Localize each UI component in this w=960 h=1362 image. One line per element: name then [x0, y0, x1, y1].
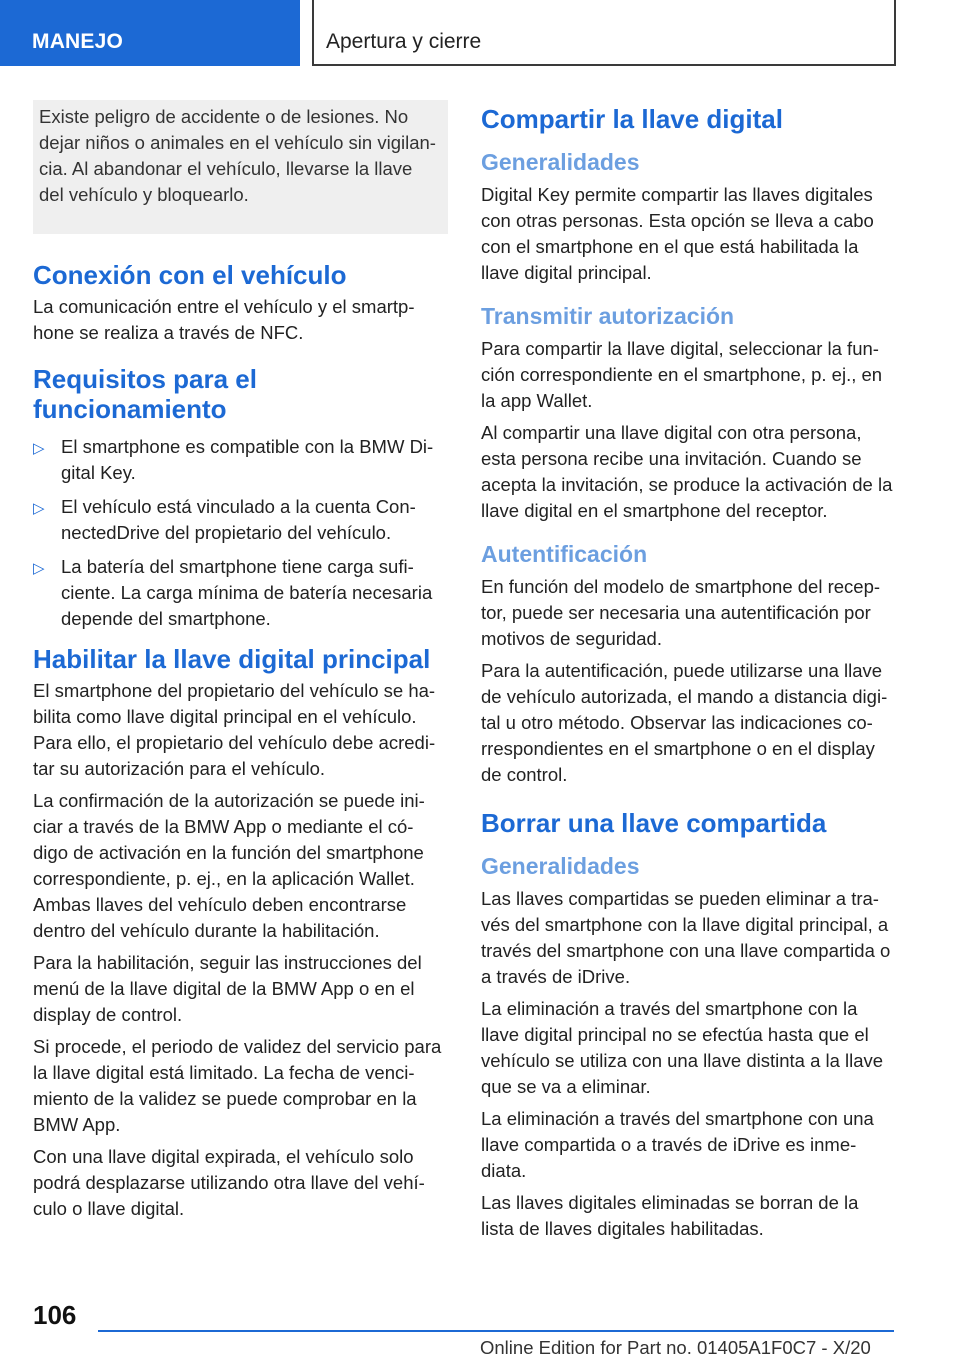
requisitos-list: [33, 434, 448, 632]
triangle-bullet-icon: ▷: [33, 500, 45, 517]
heading-generalidades: Generalidades: [481, 853, 640, 879]
heading-habilitar: Habilitar la llave digital principal: [33, 644, 431, 674]
paragraph: En función del modelo de smartphone del recep-tor, puede ser necesaria una autentificación por motivos de seguridad.: [481, 576, 881, 649]
heading-transmitir: Transmitir autorización: [481, 303, 735, 329]
footer-edition: Online Edition for Part no. 01405A1F0C7 - X/20: [480, 1337, 871, 1358]
topic-tab: Apertura y cierre: [312, 0, 896, 66]
triangle-bullet-icon: ▷: [33, 440, 45, 457]
paragraph: El smartphone del propietario del vehículo se ha-bilita como llave digital principal en el vehículo. Para ello, el propietario del vehículo debe acredi-tar su autorización para el vehículo.: [33, 680, 436, 779]
paragraph: Para la autentificación, puede utilizarse una llave de vehículo autorizada, el mando a distancia digi-tal u otro método. Observar las indicaciones co-rrespondientes en el smartphone o en el display de control.: [481, 660, 888, 785]
list-item: ▷ El smartphone es compatible con la BMW Di-gital Key.: [33, 436, 434, 483]
paragraph: Al compartir una llave digital con otra persona, esta persona recibe una invitación. Cuando se acepta la invitación, se produce la activación de la llave digital en el smartphone del receptor.: [481, 422, 893, 521]
paragraph: La confirmación de la autorización se puede ini-ciar a través de la BMW App o mediante el có-digo de activación en la función del smartphone correspondiente, p. ej., en la aplicación Wallet. Ambas llaves del vehículo deben encontrarse dentro del vehículo durante la habilitación.: [33, 790, 425, 941]
heading-conexion: Conexión con el vehículo: [33, 260, 347, 290]
page-header: [0, 0, 960, 66]
heading-compartir: Compartir la llave digital: [481, 104, 783, 134]
heading-autentificacion: Autentificación: [481, 541, 648, 567]
heading-borrar: Borrar una llave compartida: [481, 808, 827, 838]
paragraph: La eliminación a través del smartphone con la llave digital principal no se efectúa hasta que el vehículo se utiliza con una llave distinta a la llave que se va a eliminar.: [481, 998, 884, 1097]
warning-text: Existe peligro de accidente o de lesiones. No dejar niños o animales en el vehículo sin vigilan-cia. Al abandonar el vehículo, llevarse la llave del vehículo y bloquearlo.: [39, 106, 436, 205]
conexion-text: La comunicación entre el vehículo y el smartp-hone se realiza a través de NFC.: [33, 296, 415, 343]
paragraph: Para la habilitación, seguir las instrucciones del menú de la llave digital de la BMW App o en el display de control.: [33, 952, 422, 1025]
list-item: ▷ El vehículo está vinculado a la cuenta Con-nectedDrive del propietario del vehículo.: [33, 496, 416, 543]
page-number: 106: [33, 1300, 77, 1330]
paragraph: Para compartir la llave digital, seleccionar la fun-ción correspondiente en el smartphone, p. ej., en la app Wallet.: [481, 338, 883, 411]
footer-divider: [98, 1330, 894, 1332]
left-column: [33, 100, 448, 1228]
list-item: ▷ La batería del smartphone tiene carga sufi-ciente. La carga mínima de batería necesaria depende del smartphone.: [33, 556, 433, 629]
paragraph: Las llaves compartidas se pueden eliminar a tra-vés del smartphone con la llave digital principal, a través del smartphone con una llave compartida o a través de iDrive.: [481, 888, 891, 987]
paragraph: Las llaves digitales eliminadas se borran de la lista de llaves digitales habilitadas.: [481, 1192, 859, 1239]
paragraph: Digital Key permite compartir las llaves digitales con otras personas. Esta opción se lleva a cabo con el smartphone en el que está habilitada la llave digital principal.: [481, 184, 874, 283]
heading-generalidades: Generalidades: [481, 149, 640, 175]
paragraph: Con una llave digital expirada, el vehículo solo podrá desplazarse utilizando otra llave del vehí-culo o llave digital.: [33, 1146, 425, 1219]
warning-box: [33, 100, 448, 234]
paragraph: Si procede, el periodo de validez del servicio para la llave digital está limitado. La fecha de venci-miento de la validez se puede comprobar en la BMW App.: [33, 1036, 442, 1135]
paragraph: La eliminación a través del smartphone con una llave compartida o a través de iDrive es inme-diata.: [481, 1108, 874, 1181]
section-tab: MANEJO: [0, 0, 300, 66]
heading-requisitos: Requisitos para el funcionamiento: [33, 364, 257, 424]
right-column: [481, 100, 896, 1248]
triangle-bullet-icon: ▷: [33, 560, 45, 577]
